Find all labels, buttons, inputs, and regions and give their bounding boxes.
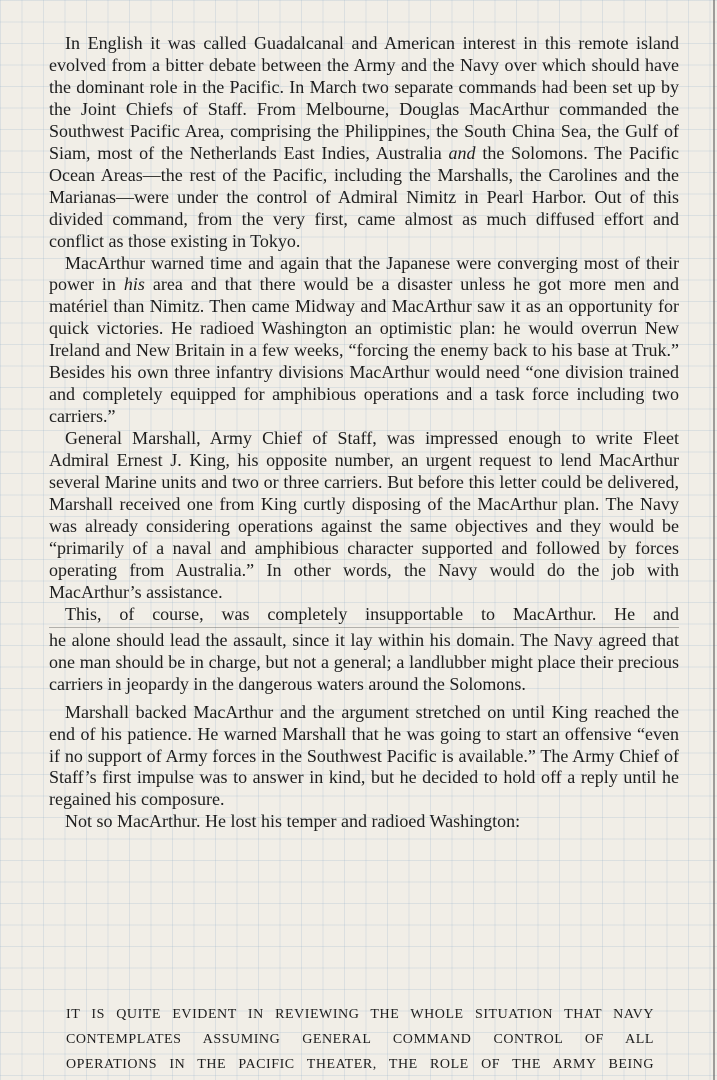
paragraph-2-text-a: MacArthur warned time and again that the Japanese were converging most of their power in (49, 252, 679, 295)
paragraph-1-text-b: the Solomons. The Pacific Ocean Areas—the rest of the Pacific, including the Marshalls, the Carolines and the Marianas—were under the control of Admiral Nimitz in Pearl Harbor. Out of this divided command, from the very first, came almost as much diffused effort and conflict as those existing in Tokyo. (49, 142, 679, 251)
paragraph-4-rest: he alone should lead the assault, since it lay within his domain. The Navy agreed that one man should be in charge, but not a general; a landlubber might place their precious carriers in jeopardy in the dangerous waters around the Solomons. (49, 629, 679, 694)
paragraph-4-first-line: This, of course, was completely insupportable to MacArthur. He and (65, 603, 679, 624)
quote-line-3: OPERATIONS IN THE PACIFIC THEATER, THE ROLE OF THE ARMY BEING (66, 1057, 654, 1072)
paragraph-1 (49, 33, 679, 253)
paragraph-3: General Marshall, Army Chief of Staff, was impressed enough to write Fleet Admiral Ernest J. King, his opposite number, an urgent request to lend MacArthur several Marine units and two or three carriers. But before this letter could be delivered, Marshall received one from King curtly disposing of the MacArthur plan. The Navy was already considering operations against the same objectives and they would be “primarily of a naval and amphibious character supported and followed by forces operating from Australia.” In other words, the Navy would do the job with MacArthur’s assistance. (49, 428, 679, 602)
paragraph-2-text-b: area and that there would be a disaster unless he got more men and matériel than Nimitz. Then came Midway and MacArthur saw it as an opportunity for quick victories. He radioed Washington an optimistic plan: he would overrun New Ireland and New Britain in a few weeks, “forcing the enemy back to his base at Truk.” Besides his own three infantry divisions MacArthur would need “one division trained and completely equipped for amphibious operations and a task force including two carriers.” (49, 274, 680, 427)
quote-line-2: CONTEMPLATES ASSUMING GENERAL COMMAND CONTROL OF ALL (66, 1032, 654, 1047)
paragraph-6: Not so MacArthur. He lost his temper and radioed Washington: (65, 811, 521, 832)
quote-line-1: IT IS QUITE EVIDENT IN REVIEWING THE WHOLE SITUATION THAT NAVY (66, 1007, 654, 1022)
paragraph-5: Marshall backed MacArthur and the argument stretched on until King reached the end of his patience. He warned Marshall that he was going to start an offensive “even if no support of Army forces in the Southwest Pacific is available.” The Army Chief of Staff’s first impulse was to answer in kind, but he decided to hold off a reply until he regained his composure. (49, 701, 679, 810)
page-edge (713, 0, 715, 1080)
fold-line (49, 627, 679, 628)
body-text (49, 33, 679, 833)
paragraph-2-emphasis: his (123, 274, 145, 295)
telegram-quote (66, 1002, 654, 1077)
paragraph-1-text-a: In English it was called Guadalcanal and American interest in this remote island evolved from a bitter debate between the Army and the Navy over which should have the dominant role in the Pacific. In March two separate commands had been set up by the Joint Chiefs of Staff. From Melbourne, Douglas MacArthur commanded the Southwest Pacific Area, comprising the Philippines, the South China Sea, the Gulf of Siam, most of the Netherlands East Indies, Australia (49, 33, 679, 163)
paragraph-1-emphasis: and (448, 142, 476, 163)
paragraph-2 (49, 253, 679, 429)
